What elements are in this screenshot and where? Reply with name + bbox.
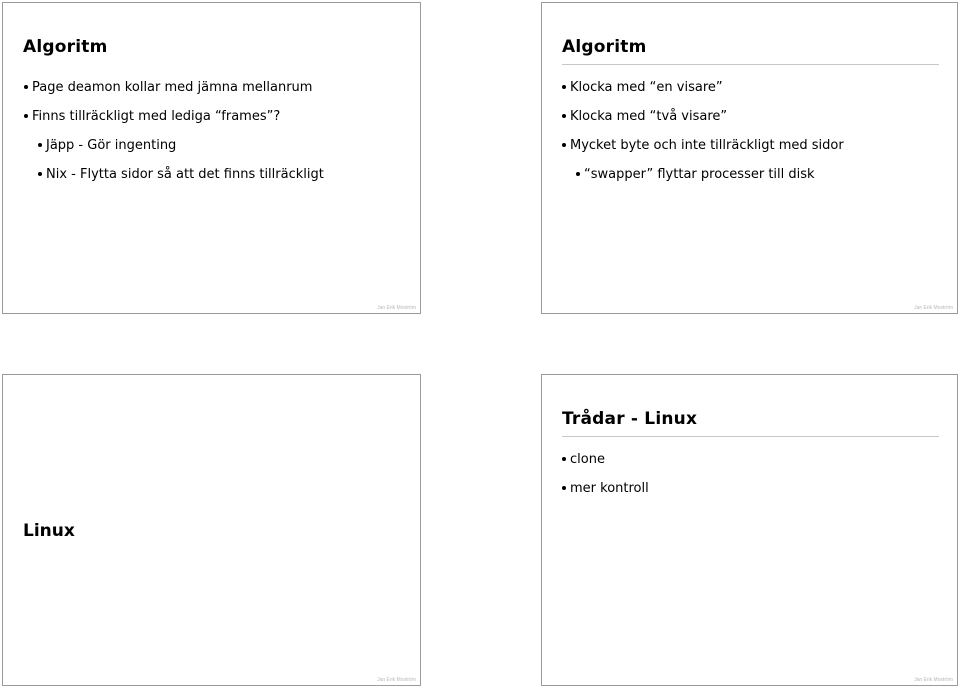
slide-footer: Jan Erik Moström [914, 305, 953, 311]
title-divider [562, 64, 939, 65]
title-divider [562, 436, 939, 437]
bullet-item: Finns tillräckligt med lediga “frames”? [24, 109, 280, 125]
bullet-item: Mycket byte och inte tillräckligt med sidor [562, 138, 844, 154]
slide-title: Algoritm [23, 37, 108, 57]
bullet-icon [38, 172, 42, 176]
bullet-icon [562, 114, 566, 118]
bullet-icon [562, 486, 566, 490]
sub-bullet-item: Jäpp - Gör ingenting [38, 138, 176, 154]
slide-2 [541, 2, 958, 314]
bullet-item: clone [562, 452, 605, 468]
bullet-icon [562, 143, 566, 147]
bullet-item: Klocka med “en visare” [562, 80, 723, 96]
bullet-item: mer kontroll [562, 481, 649, 497]
slide-3 [2, 374, 421, 686]
bullet-item: Page deamon kollar med jämna mellanrum [24, 80, 312, 96]
slide-4 [541, 374, 958, 686]
bullet-icon [562, 457, 566, 461]
slide-footer: Jan Erik Moström [914, 677, 953, 683]
slide-footer: Jan Erik Moström [377, 305, 416, 311]
bullet-icon [562, 85, 566, 89]
bullet-item: Klocka med “två visare” [562, 109, 727, 125]
slide-footer: Jan Erik Moström [377, 677, 416, 683]
slide-title: Linux [23, 521, 75, 541]
bullet-icon [24, 85, 28, 89]
sub-bullet-item: Nix - Flytta sidor så att det finns tillräckligt [38, 167, 324, 183]
slide-title: Algoritm [562, 37, 647, 57]
slide-title: Trådar - Linux [562, 409, 698, 429]
slide-1 [2, 2, 421, 314]
bullet-icon [576, 172, 580, 176]
bullet-icon [38, 143, 42, 147]
sub-bullet-item: “swapper” flyttar processer till disk [576, 167, 815, 183]
bullet-icon [24, 114, 28, 118]
